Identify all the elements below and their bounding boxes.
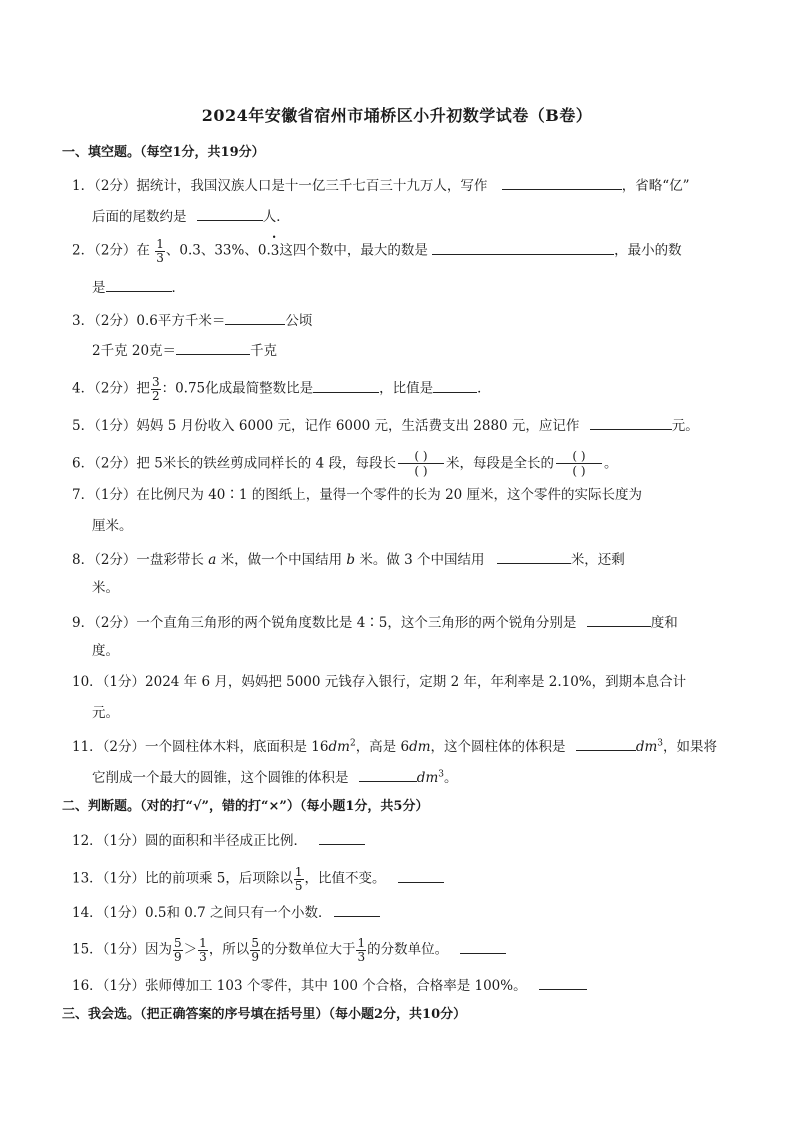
question-2-text-2: 、0.3、33%、0.: [165, 242, 271, 259]
question-9-text-2: 度和: [650, 615, 678, 631]
question-8-text-4: 米，还剩: [570, 552, 625, 568]
question-6-blank-fraction-2[interactable]: ( ) ( ): [556, 449, 602, 479]
question-13-line: [72, 866, 444, 892]
question-4-text: 4．（2分）把: [72, 380, 150, 397]
question-3-line-2: [92, 342, 277, 359]
question-1-text: 1．（2分）据统计，我国汉族人口是十一亿三千七百三十九万人，写作: [72, 178, 488, 194]
section-heading-multiple-choice: 三、我会选。（把正确答案的序号填在括号里）（每小题2分，共10分）: [62, 1007, 467, 1022]
question-6-text-2: 米，每段是全长的: [445, 455, 554, 472]
question-12-line: [72, 832, 365, 849]
question-15-fraction-2: $\frac{1}{3}$: [199, 936, 207, 964]
question-2-line-1: [72, 238, 682, 264]
exponent: 2: [349, 738, 356, 749]
question-8-text: 8．（2分）一盘彩带长: [72, 552, 204, 568]
question-11-blank-2[interactable]: [359, 769, 417, 782]
question-2-line-2: [92, 279, 185, 296]
question-8-text-5: 米。: [92, 580, 119, 596]
question-6-blank-fraction-1[interactable]: ( ) ( ): [398, 449, 444, 479]
exponent: 3: [438, 769, 444, 780]
question-8-text-3: 米。做 3 个中国结用: [359, 552, 485, 568]
question-15-text-3: 的分数单位大于: [260, 941, 356, 958]
unit-dm: dm: [416, 770, 439, 786]
question-15-text-4: 的分数单位。: [367, 941, 449, 958]
question-1-text-3: 后面的尾数约是: [92, 209, 187, 225]
question-11-blank-1[interactable]: [576, 738, 636, 751]
question-9-text: 9．（2分）一个直角三角形的两个锐角度数比是 4∶5，这个三角形的两个锐角分别是: [72, 615, 577, 631]
exponent: 3: [657, 738, 664, 749]
page-title: 2024年安徽省宿州市埇桥区小升初数学试卷（B卷）: [201, 106, 593, 125]
question-11-text-4: ，如果将: [663, 739, 718, 755]
question-16-line: [72, 977, 587, 994]
repeating-decimal-digit: • 3: [271, 243, 280, 259]
question-3-text-4: 千克: [250, 343, 278, 359]
question-4-fraction: $\frac{3}{2}$: [151, 375, 160, 403]
question-2-text-4: ，最小的数: [614, 242, 682, 259]
question-7-line-2: [92, 520, 133, 534]
question-4-text-2: ：0.75化成最简整数比是: [161, 380, 314, 397]
unit-dm: dm: [409, 739, 431, 755]
question-3-text-3: 2千克 20克＝: [92, 343, 177, 359]
question-11-text-2: ，高是 6: [355, 739, 410, 755]
question-13-text-2: ，比值不变。: [304, 870, 386, 887]
question-16-text: 16．（1分）张师傅加工 103 个零件，其中 100 个合格，合格率是 100%。: [72, 978, 527, 994]
question-4-blank-2[interactable]: [433, 380, 477, 393]
question-6-text-3: 。: [603, 455, 618, 472]
question-16-blank[interactable]: [539, 977, 587, 990]
question-11-line-1: [72, 738, 717, 755]
question-1-line-1: [72, 177, 690, 194]
question-14-line: [72, 904, 380, 921]
question-9-line-2: [92, 645, 119, 659]
question-15-text-2: ，所以: [208, 941, 250, 958]
question-8-line-2: [92, 582, 119, 596]
section-heading-true-false: 二、判断题。（对的打“√”，错的打“×”）（每小题1分，共5分）: [62, 799, 429, 814]
section-heading-fill-blank: 一、填空题。（每空1分，共19分）: [62, 145, 265, 160]
question-10-text: 10．（1分）2024 年 6 月，妈妈把 5000 元钱存入银行，定期 2 年，年利率是 2.10%，到期本息合计: [72, 674, 687, 690]
question-15-line: [72, 937, 506, 963]
question-1-blank-2[interactable]: [197, 208, 263, 221]
question-10-text-2: 元。: [92, 705, 119, 721]
question-1-line-2: [92, 208, 290, 225]
question-3-line-1: [72, 312, 312, 329]
question-15-fraction-4: $\frac{1}{3}$: [357, 936, 366, 964]
question-11-text-6: 。: [443, 770, 458, 786]
question-15-blank[interactable]: [460, 941, 506, 954]
question-2-text-6: ．: [171, 280, 185, 296]
question-5-text-2: 元。: [671, 418, 699, 434]
question-13-fraction: $\frac{1}{5}$: [294, 865, 303, 893]
question-2-fraction: $\frac{1}{3}$: [156, 237, 164, 265]
question-11-line-2: [92, 769, 457, 786]
question-7-line-1: [72, 489, 642, 503]
question-11-text-5: 它削成一个最大的圆锥，这个圆锥的体积是: [92, 770, 349, 786]
question-15-fraction-1: $\frac{5}{9}$: [174, 936, 182, 964]
question-9-blank[interactable]: [587, 614, 651, 627]
question-8-line-1: [72, 551, 625, 568]
question-6-text: 6．（2分）把 5米长的铁丝剪成同样长的 4 段，每段长: [72, 455, 396, 472]
question-11-text: 11．（2分）一个圆柱体木料，底面积是 16: [72, 739, 329, 755]
question-1-blank-1[interactable]: [502, 177, 622, 190]
question-1-text-2: ，省略“亿”: [621, 178, 690, 194]
question-8-blank[interactable]: [497, 551, 571, 564]
question-2-text: 2．（2分）在: [72, 242, 150, 259]
question-2-blank-2[interactable]: [106, 279, 172, 292]
question-4-blank-1[interactable]: [313, 380, 379, 393]
question-8-text-2: 米，做一个中国结用: [220, 552, 343, 568]
question-7-text: 7．（1分）在比例尺为 40∶1 的图纸上，量得一个零件的长为 20 厘米，这个零件的实际长度为: [72, 487, 643, 503]
question-13-blank[interactable]: [398, 870, 444, 883]
unit-dm: dm: [328, 739, 350, 755]
question-3-text: 3．（2分）0.6平方千米＝: [72, 313, 226, 329]
question-13-text: 13．（1分）比的前项乘 5，后项除以: [72, 870, 293, 887]
question-7-text-2: 厘米。: [92, 518, 133, 534]
unit-dm: dm: [635, 739, 658, 755]
question-9-line-1: [72, 614, 678, 631]
question-5-line: [72, 417, 699, 434]
question-5-text: 5．（1分）妈妈 5 月份收入 6000 元，记作 6000 元，生活费支出 2880 元，应记作: [72, 418, 580, 434]
question-4-line: [72, 376, 491, 402]
question-5-blank[interactable]: [590, 417, 672, 430]
question-12-text: 12．（1分）圆的面积和半径成正比例．: [72, 833, 308, 849]
question-4-text-4: ．: [477, 380, 491, 397]
question-10-line-2: [92, 707, 119, 721]
question-3-blank-2[interactable]: [176, 342, 250, 355]
greater-than-sign: ＞: [183, 941, 198, 958]
question-2-text-3: 这四个数中，最大的数是: [279, 242, 428, 259]
question-2-text-5: 是: [92, 280, 106, 296]
variable-a: a: [208, 552, 217, 568]
question-3-text-2: 公顷: [285, 313, 313, 329]
question-15-fraction-3: $\frac{5}{9}$: [251, 936, 259, 964]
question-10-line-1: [72, 676, 686, 690]
question-1-text-4: 人．: [262, 209, 290, 225]
question-12-blank[interactable]: [319, 832, 365, 845]
question-14-blank[interactable]: [334, 904, 380, 917]
question-15-text: 15．（1分）因为: [72, 941, 173, 958]
question-9-text-3: 度。: [92, 643, 119, 659]
variable-b: b: [346, 552, 356, 568]
question-4-text-3: ，比值是: [379, 380, 434, 397]
question-2-blank-1[interactable]: [432, 242, 614, 255]
question-3-blank-1[interactable]: [225, 312, 285, 325]
question-11-text-3: ，这个圆柱体的体积是: [430, 739, 566, 755]
question-14-text: 14．（1分）0.5和 0.7 之间只有一个小数．: [72, 905, 332, 921]
question-6-line: [72, 449, 617, 479]
